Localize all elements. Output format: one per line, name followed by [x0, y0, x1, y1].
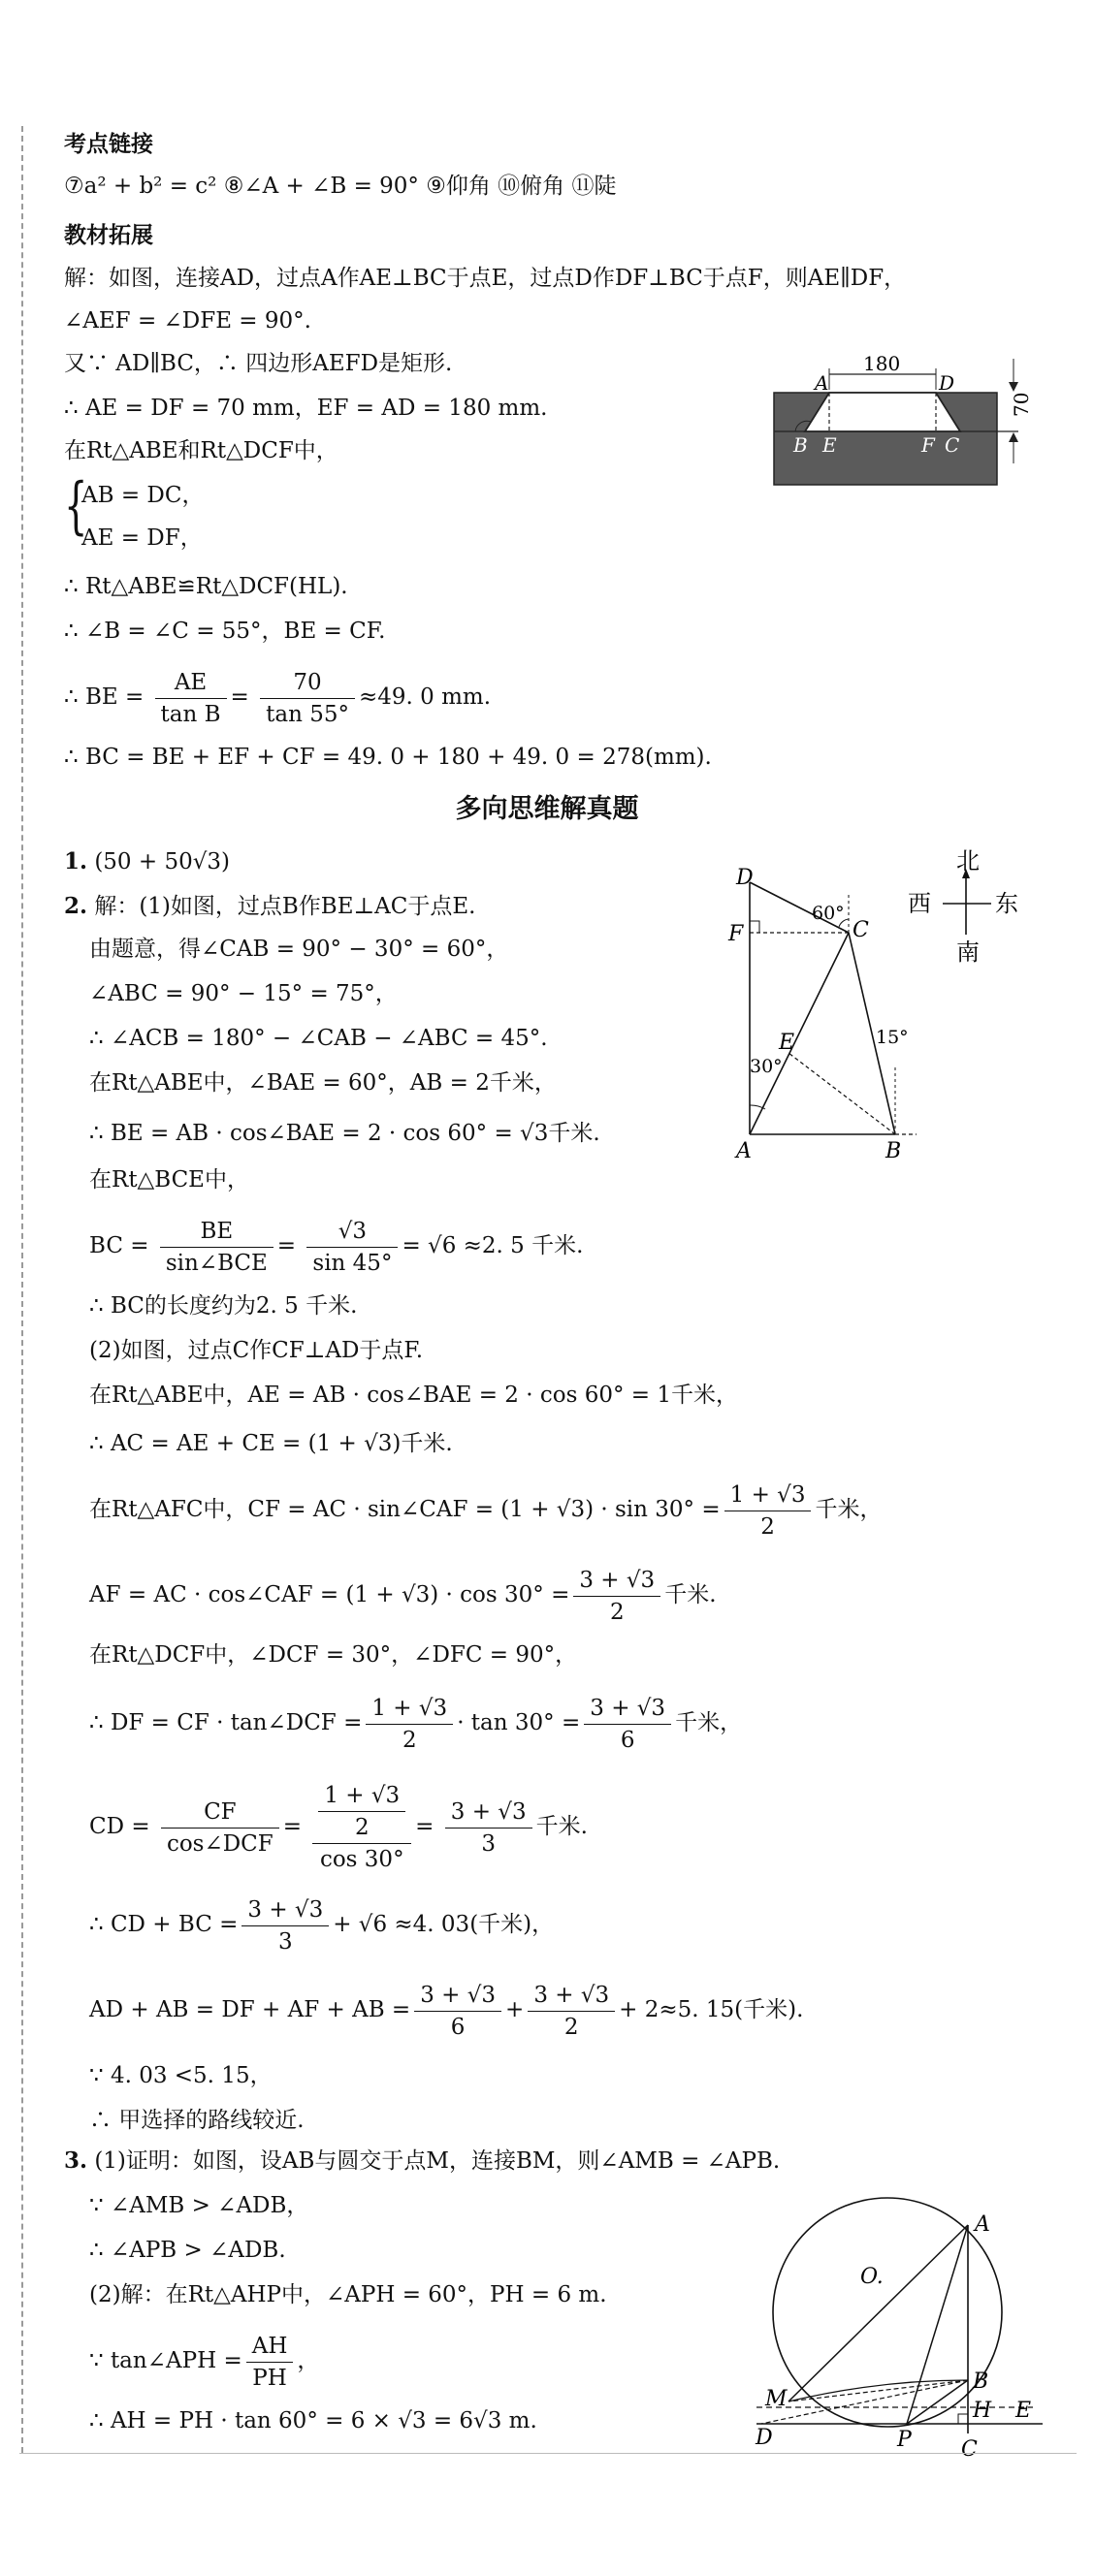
jiaocai-fraction-line: ∴ BE = $\frac{AE}{\text{tan B}}$ = $\frac{70}{\tan 55^\circ}$ ≈49. 0 mm. — [64, 663, 491, 731]
fig2-angle-15: 15° — [876, 1027, 909, 1048]
q3-line-2: ∵ ∠AMB > ∠ADB， — [89, 2193, 309, 2218]
q2-line-3: ∠ABC = 90° − 15° = 75°， — [89, 981, 398, 1006]
q3-line-1: 3. (1)证明：如图，设AB与圆交于点M，连接BM，则∠AMB = ∠APB. — [64, 2147, 781, 2174]
fraction-3r3-6-a: $\frac{3 + √3}{6}$ — [584, 1693, 671, 1756]
fraction-3r3-6-b: $\frac{3 + √3}{6}$ — [414, 1980, 501, 2043]
jiaocai-line-5: 在Rt△ABE和Rt△DCF中， — [64, 438, 338, 463]
q3-line-3: ∴ ∠APB > ∠ADB. — [89, 2238, 286, 2263]
q2-cd-line: CD = $\frac{CF}{\text{cos∠DCF}}$ = $\frac{\frac{1 + √3}{2}}{\cos 30^\circ}$ = $\frac{3 + √3}{3}$ 千米. — [89, 1780, 588, 1875]
jiaocai-line-1: 解：如图，连接AD，过点A作AE⊥BC于点E，过点D作DF⊥BC于点F，则AE∥DF， — [64, 266, 907, 291]
fig2-angle-30: 30° — [750, 1056, 783, 1077]
fraction-cf-cosdcf: $\frac{CF}{\text{cos∠DCF}}$ — [161, 1797, 279, 1860]
fig1-label-A: A — [815, 371, 829, 395]
compass-north: 北 — [956, 847, 980, 875]
q2-line-7: 在Rt△BCE中， — [89, 1167, 249, 1193]
fraction-ah-ph: $\frac{AH}{PH}$ — [246, 2331, 294, 2394]
q2-cdbc-line: ∴ CD + BC = $\frac{3 + √3}{3}$ + √6 ≈4. 03(千米)， — [89, 1891, 554, 1958]
compass-west: 西 — [908, 890, 931, 917]
fraction-3r3-2-b: $\frac{3 + √3}{2}$ — [528, 1980, 615, 2043]
be-lhs: ∴ BE = — [64, 684, 145, 710]
jiaocai-line-9: ∴ ∠B = ∠C = 55°，BE = CF. — [64, 619, 386, 644]
complex-fraction: $\frac{\frac{1 + √3}{2}}{\cos 30^\circ}$ — [312, 1780, 411, 1875]
fig1-label-E: E — [822, 433, 837, 457]
system-brace: { — [64, 470, 88, 542]
fraction-3r3-3-a: $\frac{3 + √3}{3}$ — [445, 1797, 532, 1860]
q2-line-conclusion: ∴ 甲选择的路线较近. — [89, 2108, 305, 2133]
bottom-rule — [19, 2453, 1077, 2454]
jiaocai-line-4: ∴ AE = DF = 70 mm，EF = AD = 180 mm. — [64, 396, 548, 421]
fraction-1r3-2-a: $\frac{1 + √3}{2}$ — [724, 1479, 812, 1542]
fraction-3r3-2-a: $\frac{3 + √3}{2}$ — [573, 1565, 660, 1628]
q2-line-5: 在Rt△ABE中，∠BAE = 60°，AB = 2千米， — [89, 1070, 557, 1096]
compass-rose — [902, 843, 1038, 979]
q2-af-line: AF = AC · cos∠CAF = (1 + √3) · cos 30° = $\frac{3 + √3}{2}$ 千米. — [89, 1561, 717, 1629]
fraction-r3-sin45: $\frac{√3}{\sin 45^\circ}$ — [306, 1216, 398, 1279]
section-heading-jiaocai: 教材拓展 — [64, 223, 153, 248]
section-title-duoxiang: 多向思维解真题 — [455, 794, 639, 824]
fig2-label-B: B — [885, 1139, 902, 1163]
q2-line-11: (2)如图，过点C作CF⊥AD于点F. — [89, 1338, 424, 1363]
fig2-label-C: C — [853, 918, 869, 942]
be-result: ≈49. 0 mm. — [358, 684, 492, 710]
fraction-be-sinbce: $\frac{BE}{\text{sin∠BCE}}$ — [160, 1216, 274, 1279]
fig1-dim-180: 180 — [863, 352, 901, 375]
fraction-1r3-2-b: $\frac{1 + √3}{2}$ — [366, 1693, 453, 1756]
compass-south: 南 — [956, 938, 980, 966]
q2-line-10: ∴ BC的长度约为2. 5 千米. — [89, 1293, 358, 1319]
fig3-label-A: A — [975, 2212, 990, 2237]
q2-line-4: ∴ ∠ACB = 180° − ∠CAB − ∠ABC = 45°. — [89, 1026, 548, 1051]
q2-line-compare: ∵ 4. 03 <5. 15， — [89, 2063, 273, 2088]
q2-line-2: 由题意，得∠CAB = 90° − 30° = 60°， — [89, 937, 509, 962]
fig1-dim-70: 70 — [1010, 392, 1033, 417]
jiaocai-line-12: ∴ BC = BE + EF + CF = 49. 0 + 180 + 49. 0 = 278(mm). — [64, 745, 712, 770]
fig2-label-D: D — [736, 866, 754, 890]
q2-line-1: 2. 解：(1)如图，过点B作BE⊥AC于点E. — [64, 893, 476, 919]
fraction-ae-tanb: $\frac{AE}{\text{tan B}}$ — [155, 667, 227, 730]
q2-df-line: ∴ DF = CF · tan∠DCF = $\frac{1 + √3}{2}$ · tan 30° = $\frac{3 + √3}{6}$ 千米， — [89, 1689, 742, 1757]
jiaocai-line-3: 又∵ AD∥BC，∴ 四边形AEFD是矩形. — [64, 351, 453, 376]
q3-line-7: ∴ AH = PH · tan 60° = 6 × √3 = 6√3 m. — [89, 2408, 537, 2433]
fig3-label-B: B — [973, 2369, 989, 2394]
section-heading-kaodian: 考点链接 — [64, 132, 153, 157]
kaodian-answers: ⑦a² + b² = c² ⑧∠A + ∠B = 90° ⑨仰角 ⑩俯角 ⑪陡 — [64, 174, 617, 199]
fig2-label-A: A — [736, 1139, 752, 1163]
q3-line-4: (2)解：在Rt△AHP中，∠APH = 60°，PH = 6 m. — [89, 2282, 607, 2307]
q2-line-6: ∴ BE = AB · cos∠BAE = 2 · cos 60° = √3千米. — [89, 1121, 600, 1146]
q2-line-13: ∴ AC = AE + CE = (1 + √3)千米. — [89, 1431, 453, 1456]
jiaocai-line-2: ∠AEF = ∠DFE = 90°. — [64, 308, 311, 334]
fig3-label-C: C — [961, 2437, 978, 2462]
fig2-label-F: F — [728, 922, 744, 946]
fig3-label-P: P — [897, 2428, 912, 2452]
jiaocai-line-6: AB = DC， — [81, 483, 205, 508]
fraction-3r3-3-b: $\frac{3 + √3}{3}$ — [241, 1894, 329, 1957]
fig1-label-F: F — [921, 433, 935, 457]
fig1-label-B: B — [793, 433, 808, 457]
fig2-angle-60: 60° — [812, 903, 845, 924]
jiaocai-line-8: ∴ Rt△ABE≌Rt△DCF(HL). — [64, 574, 348, 599]
q2-line-dcf: 在Rt△DCF中，∠DCF = 30°，∠DFC = 90°， — [89, 1642, 578, 1668]
q3-tan-line: ∵ tan∠APH = $\frac{AH}{PH}$ ， — [89, 2327, 319, 2395]
q2-bc-fraction-line: BC = $\frac{BE}{\text{sin∠BCE}}$ = $\frac{√3}{\sin 45^\circ}$ = √6 ≈2. 5 千米. — [89, 1212, 583, 1280]
circle-figure — [742, 2186, 1052, 2463]
fig1-label-D: D — [939, 371, 955, 395]
fraction-70-tan55: $\frac{70}{\tan 55^\circ}$ — [260, 667, 355, 730]
compass-east: 东 — [995, 890, 1018, 917]
fig3-label-D: D — [756, 2426, 773, 2450]
margin-dashed-line — [21, 126, 23, 2453]
q1-answer: 1. (50 + 50√3) — [64, 848, 230, 875]
fig2-label-E: E — [779, 1031, 795, 1055]
q2-cf-line: 在Rt△AFC中，CF = AC · sin∠CAF = (1 + √3) · sin 30° = $\frac{1 + √3}{2}$ 千米， — [89, 1476, 882, 1543]
fig1-label-C: C — [945, 433, 960, 457]
fig3-label-H: H — [973, 2399, 992, 2423]
jiaocai-line-7: AE = DF， — [81, 525, 203, 551]
inner-fraction-1r3-2: $\frac{1 + √3}{2}$ — [318, 1780, 405, 1843]
q2-adab-line: AD + AB = DF + AF + AB = $\frac{3 + √3}{6}$ + $\frac{3 + √3}{2}$ + 2≈5. 15(千米). — [89, 1976, 803, 2044]
q2-line-12: 在Rt△ABE中，AE = AB · cos∠BAE = 2 · cos 60° = 1千米， — [89, 1383, 738, 1408]
fig3-label-M: M — [765, 2387, 788, 2411]
fig3-label-O: O. — [860, 2265, 884, 2289]
fig3-label-E: E — [1015, 2399, 1032, 2423]
trapezoid-groove-figure — [766, 349, 1047, 490]
